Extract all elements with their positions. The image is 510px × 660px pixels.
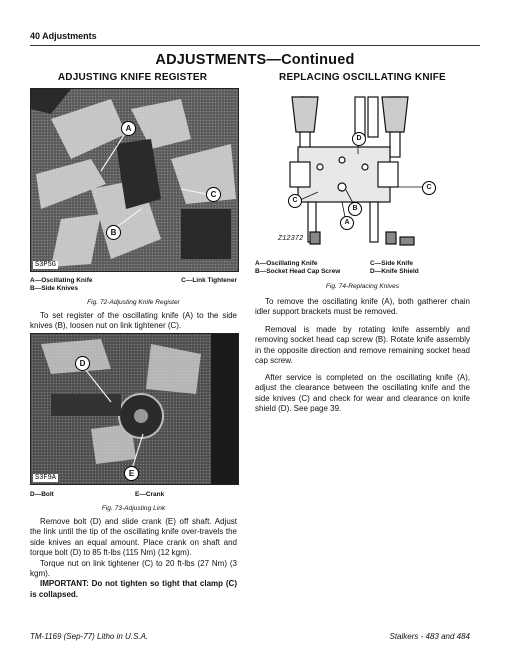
- important-note: IMPORTANT: Do not tighten so tight that clamp (C) is collapsed.: [30, 579, 237, 599]
- paragraph: To remove the oscillating knife (A), both gatherer chain idler support brackets must be removed.: [255, 297, 470, 317]
- callout-a: A: [121, 121, 136, 136]
- callout-c: C: [422, 181, 436, 195]
- footer-left: TM-1169 (Sep-77) Litho in U.S.A.: [30, 632, 149, 641]
- header-rule: [30, 45, 480, 46]
- paragraph: To set register of the oscillating knife (A) to the side knives (B), loosen nut on link tightener (C).: [30, 311, 237, 331]
- callout-e: E: [124, 466, 139, 481]
- left-section-title: ADJUSTING KNIFE REGISTER: [57, 72, 208, 83]
- callout-b: B: [348, 202, 362, 216]
- knife-register-photo: [30, 88, 239, 272]
- page-title: ADJUSTMENTS—Continued: [155, 52, 355, 68]
- legend-item-d: D—Bolt: [30, 491, 54, 498]
- callout-b: B: [106, 225, 121, 240]
- photo-code: S3F9A: [35, 474, 57, 482]
- legend-item-c: C—Link Tightener: [181, 277, 237, 284]
- callout-c: C: [206, 187, 221, 202]
- callout-d: D: [352, 132, 366, 146]
- callout-d: D: [75, 356, 90, 371]
- page-header: 40 Adjustments: [30, 31, 97, 41]
- right-section-title: REPLACING OSCILLATING KNIFE: [279, 72, 446, 83]
- paragraph: Remove bolt (D) and slide crank (E) off shaft. Adjust the link until the tip of the oscillating knife over-travels the side knives an equal amount. Place crank on shaft and torque bolt (D) to 85 ft-lbs (115 Nm) (12 kgm). Torque nut on link tightener (C) to 20 ft-lbs (27 Nm) (3 kgm). IMPORTANT: Do not tighten so tight that clamp (C) is collapsed.: [30, 517, 237, 599]
- legend-item-d: D—Knife Shield: [370, 268, 419, 275]
- callout-a: A: [340, 216, 354, 230]
- legend-item-e: E—Crank: [135, 491, 165, 498]
- callout-c: C: [288, 194, 302, 208]
- legend-item-c: C—Side Knife: [370, 260, 413, 267]
- figure-caption: Fig. 72-Adjusting Knife Register: [87, 299, 180, 306]
- footer-right: Stalkers - 483 and 484: [389, 632, 470, 641]
- legend-item-a: A—Oscillating Knife: [30, 277, 93, 284]
- figure-caption: Fig. 73-Adjusting Link: [101, 505, 166, 512]
- paragraph: Removal is made by rotating knife assembly and removing socket head cap screw (B). Rotate knife assembly in the opposite direction and remove remaining socket head cap screw.: [255, 325, 470, 366]
- adjusting-link-photo: [30, 333, 239, 485]
- diagram-code: Z12372: [278, 235, 304, 243]
- photo-code: S3P5G: [35, 261, 57, 269]
- paragraph: After service is completed on the oscillating knife (A), adjust the clearance between the oscillating knife and the side knives (C) and check for wear and clearance on knife shield (D). See page 39.: [255, 373, 470, 414]
- legend-item-a: A—Oscillating Knife: [255, 260, 318, 267]
- figure-caption: Fig. 74-Replacing Knives: [325, 283, 400, 290]
- oscillating-knife-diagram: [270, 92, 440, 248]
- legend-item-b: B—Socket Head Cap Screw: [255, 268, 341, 275]
- legend-item-b: B—Side Knives: [30, 285, 79, 292]
